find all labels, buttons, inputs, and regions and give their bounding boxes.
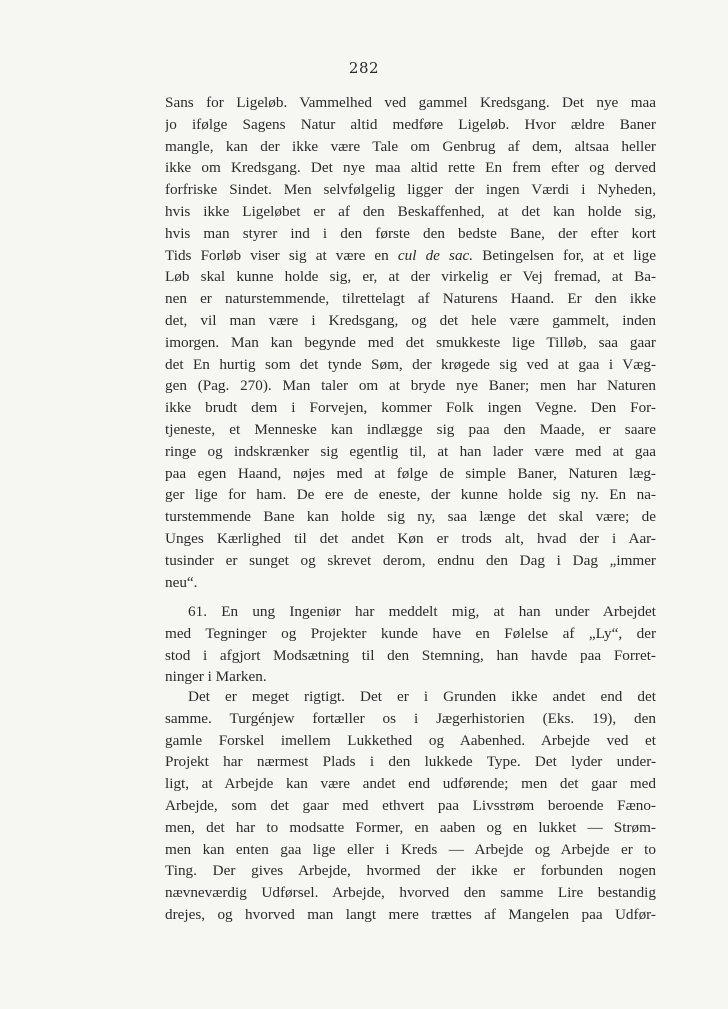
text-line: Unges Kærlighed til det andet Køn er trods alt, hvad der i Aar- bbox=[165, 529, 656, 547]
text-line: nen er naturstemmende, tilrettelagt af Naturens Haand. Er den ikke bbox=[165, 290, 656, 308]
text-line: stod i afgjort Modsætning til den Stemning, han havde paa Forret- bbox=[165, 646, 656, 664]
text-line: hvis ikke Ligeløbet er af den Beskaffenhed, at det kan holde sig, bbox=[165, 202, 656, 220]
paragraph-61 bbox=[165, 601, 656, 688]
text-line-with-italic bbox=[165, 245, 656, 267]
text-line: ger lige for ham. De ere de eneste, der kunne holde sig ny. En na- bbox=[165, 486, 656, 504]
text-line: men, det har to modsatte Former, en aaben og en lukket — Strøm- bbox=[165, 818, 656, 836]
text-line: med Tegninger og Projekter kunde have en Følelse af „Ly“, der bbox=[165, 624, 656, 642]
text-line: ligt, at Arbejde kan være andet end udførende; men det gaar med bbox=[165, 775, 656, 793]
text-line: tusinder er sunget og skrevet derom, endnu den Dag i Dag „immer bbox=[165, 551, 656, 569]
text-line: samme. Turgénjew fortæller os i Jægerhistorien (Eks. 19), den bbox=[165, 709, 656, 727]
text-line: gen (Pag. 270). Man taler om at bryde nye Baner; men har Naturen bbox=[165, 377, 656, 395]
text-line: jo ifølge Sagens Natur altid medføre Ligeløb. Hvor ældre Baner bbox=[165, 115, 656, 133]
text-line: det En hurtig som det tynde Søm, der krøgede sig ved at gaa i Væg- bbox=[165, 355, 656, 373]
text-line: Projekt har nærmest Plads i den lukkede Type. Det lyder under- bbox=[165, 753, 656, 771]
text-line: det, vil man være i Kredsgang, og det hele være gammelt, inden bbox=[165, 311, 656, 329]
text-segment: Tids Forløb viser sig at være en bbox=[165, 246, 389, 264]
text-line: ikke om Kredsgang. Det nye maa altid rette En frem efter og derved bbox=[165, 159, 656, 177]
text-line: Det er meget rigtigt. Det er i Grunden ikke andet end det bbox=[188, 688, 656, 705]
text-line: drejes, og hvorved man langt mere trættes af Mangelen paa Udfør- bbox=[165, 905, 656, 923]
page-number: 282 bbox=[348, 59, 380, 77]
text-segment: Betingelsen for, at et lige bbox=[473, 246, 656, 264]
text-line: ninger i Marken. bbox=[165, 668, 267, 686]
text-line: imorgen. Man kan begynde med det smukkeste lige Tilløb, saa gaar bbox=[165, 333, 656, 351]
text-line: tjeneste, et Menneske kan indlægge sig paa den Maade, er saare bbox=[165, 420, 656, 438]
text-line: ikke brudt dem i Forvejen, kommer Folk ingen Vegne. Den For- bbox=[165, 399, 656, 417]
text-line: mangle, kan der ikke være Tale om Genbrug af dem, altsaa heller bbox=[165, 137, 656, 155]
text-line: Ting. Der gives Arbejde, hvormed der ikke er forbunden nogen bbox=[165, 862, 656, 880]
paragraph-1 bbox=[165, 92, 656, 593]
text-line: ringe og indskrænker sig egentlig til, at han lader være med at gaa bbox=[165, 442, 656, 460]
text-line: turstemmende Bane kan holde sig ny, saa længe det skal være; de bbox=[165, 508, 656, 526]
text-line: paa egen Haand, nøjes med at følge de simple Baner, Naturen læg- bbox=[165, 464, 656, 482]
paragraph-3 bbox=[165, 686, 656, 926]
italic-phrase: cul de sac. bbox=[397, 246, 474, 264]
text-line: hvis man styrer ind i den første den bedste Bane, der efter kort bbox=[165, 224, 656, 242]
text-line: neu“. bbox=[165, 573, 198, 591]
text-line: nævneværdig Udførsel. Arbejde, hvorved den samme Lire bestandig bbox=[165, 884, 656, 902]
text-line: Arbejde, som det gaar med ethvert paa Livsstrøm beroende Fæno- bbox=[165, 796, 656, 814]
text-line: gamle Forskel imellem Lukkethed og Aabenhed. Arbejde ved et bbox=[165, 731, 656, 749]
text-line: Sans for Ligeløb. Vammelhed ved gammel Kredsgang. Det nye maa bbox=[165, 94, 656, 111]
text-line: forfriske Sindet. Men selvfølgelig ligger der ingen Værdi i Nyheden, bbox=[165, 181, 656, 199]
text-line: men kan enten gaa lige eller i Kreds — Arbejde og Arbejde er to bbox=[165, 840, 656, 858]
text-line: 61. En ung Ingeniør har meddelt mig, at han under Arbejdet bbox=[188, 603, 656, 620]
text-line: Løb skal kunne holde sig, er, at der virkelig er Vej fremad, at Ba- bbox=[165, 268, 656, 286]
